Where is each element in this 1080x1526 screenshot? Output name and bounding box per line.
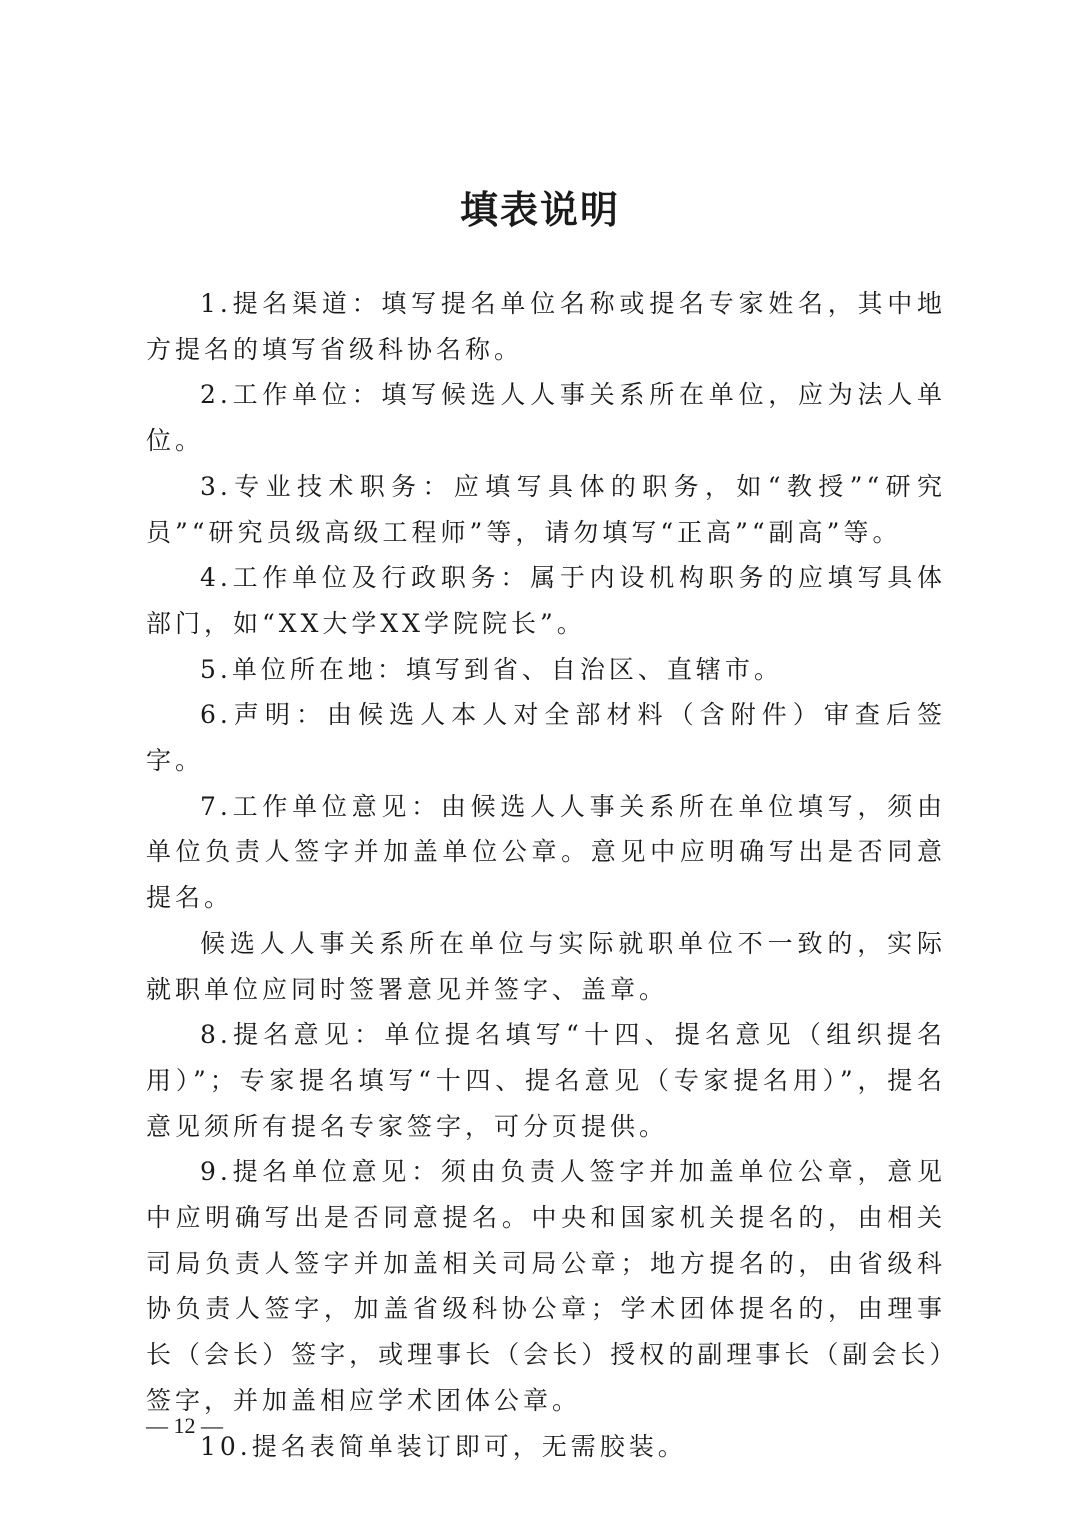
instruction-paragraph: 4.工作单位及行政职务：属于内设机构职务的应填写具体部门，如“XX大学XX学院院长”。 (146, 563, 946, 638)
instruction-paragraph: 1.提名渠道：填写提名单位名称或提名专家姓名，其中地方提名的填写省级科协名称。 (146, 289, 946, 364)
instruction-paragraph: 候选人人事关系所在单位与实际就职单位不一致的，实际就职单位应同时签署意见并签字、盖章。 (146, 928, 946, 1004)
instructions-body (146, 281, 946, 1469)
instruction-paragraph: 2.工作单位：填写候选人人事关系所在单位，应为法人单位。 (146, 380, 946, 456)
instruction-paragraph: 8.提名意见：单位提名填写“十四、提名意见（组织提名用）”；专家提名填写“十四、提名意见（专家提名用）”，提名意见须所有提名专家签字，可分页提供。 (146, 1020, 946, 1141)
page-number: — 12 — (146, 1413, 223, 1438)
instruction-paragraph: 9.提名单位意见：须由负责人签字并加盖单位公章，意见中应明确写出是否同意提名。中央和国家机关提名的，由相关司局负责人签字并加盖相关司局公章；地方提名的，由省级科协负责人签字，加盖省级科协公章；学术团体提名的，由理事长（会长）签字，或理事长（会长）授权的副理事长（副会长）签字，并加盖相应学术团体公章。 (146, 1157, 946, 1415)
instruction-paragraph: 7.工作单位意见：由候选人人事关系所在单位填写，须由单位负责人签字并加盖单位公章。意见中应明确写出是否同意提名。 (146, 791, 946, 913)
instruction-paragraph: 3.专业技术职务：应填写具体的职务，如“教授”“研究员”“研究员级高级工程师”等，请勿填写“正高”“副高”等。 (146, 471, 946, 547)
instruction-paragraph: 5.单位所在地：填写到省、自治区、直辖市。 (200, 654, 783, 684)
instruction-paragraph: 10.提名表简单装订即可，无需胶装。 (200, 1431, 687, 1461)
instruction-paragraph: 6.声明：由候选人本人对全部材料（含附件）审查后签字。 (146, 700, 946, 776)
page-title: 填表说明 (459, 188, 620, 232)
